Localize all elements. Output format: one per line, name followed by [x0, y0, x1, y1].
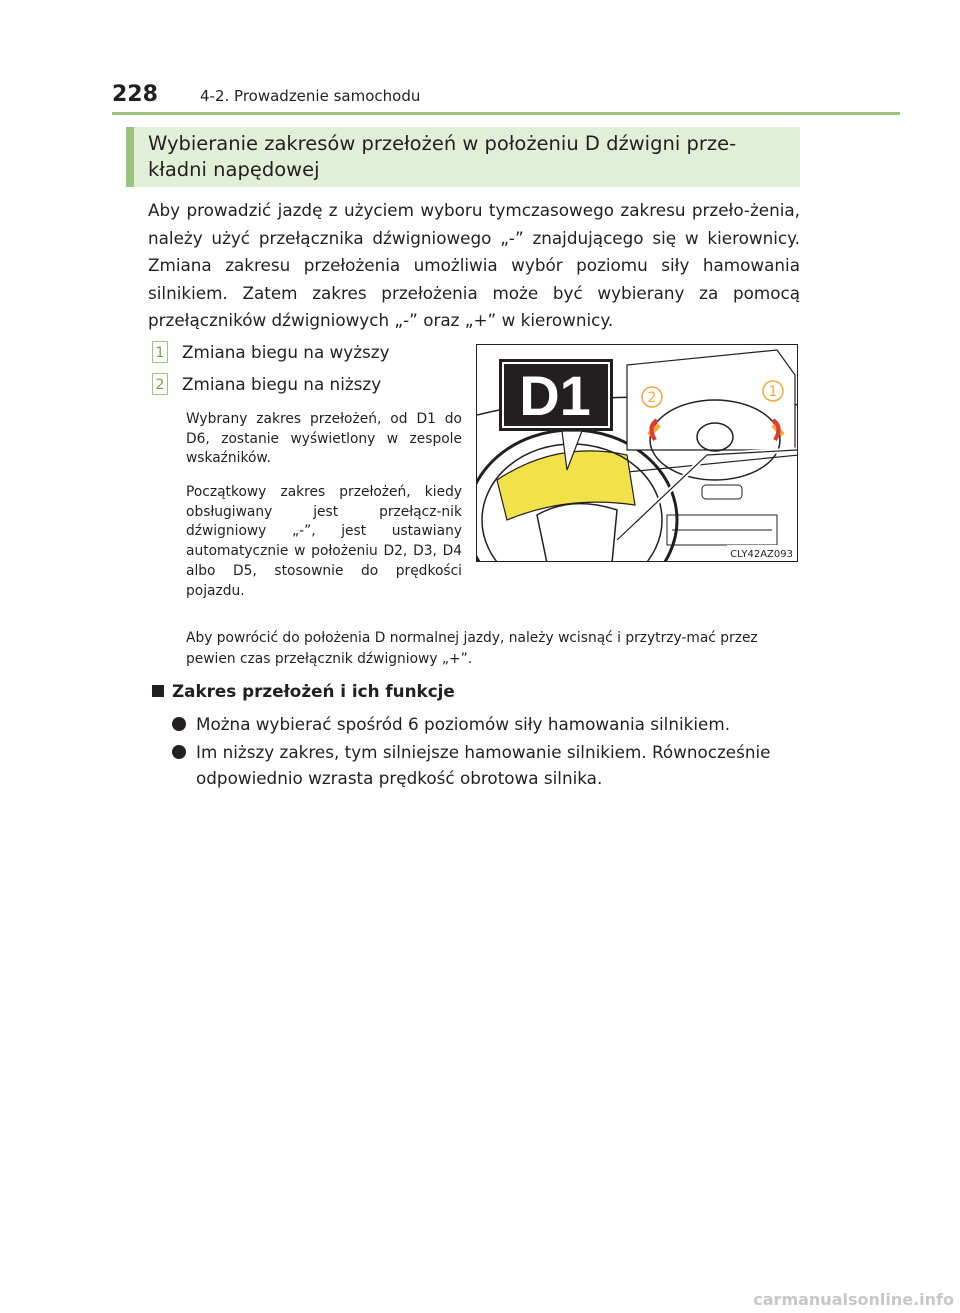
step-downshift: [152, 373, 381, 395]
functions-heading: [152, 681, 455, 701]
steering-wheel-illustration: [476, 344, 798, 562]
cockpit-drawing: [477, 345, 798, 562]
note-initial-range: Początkowy zakres przełożeń, kiedy obsługiwany jest przełącz-nik dźwigniowy „-”, jest ustawiany automatycznie w położeniu D2, D3, D4 albo D5, stosownie do prędkości pojazdu.: [186, 484, 462, 599]
topic-title-line-1: Wybieranie zakresów przełożeń w położeniu D dźwigni prze-: [148, 132, 737, 155]
topic-title-box: [126, 127, 800, 187]
page-number: 228: [112, 82, 158, 107]
list-item-text: Można wybierać spośród 6 poziomów siły hamowania silnikiem.: [196, 714, 731, 734]
step-label: Zmiana biegu na wyższy: [182, 342, 390, 362]
step-number-badge: 2: [152, 373, 168, 395]
watermark: carmanualsonline.info: [753, 1290, 954, 1309]
step-number-badge: 1: [152, 341, 168, 363]
square-bullet-icon: [152, 685, 164, 697]
list-item-text: Im niższy zakres, tym silniejsze hamowanie silnikiem. Równocześnie odpowiednio wzrasta prędkość obrotowa silnika.: [196, 742, 771, 788]
gear-display-text: D1: [519, 364, 591, 427]
figure-code: CLY42AZ093: [730, 549, 793, 560]
functions-heading-text: Zakres przełożeń i ich funkcje: [172, 681, 455, 701]
section-title: 4-2. Prowadzenie samochodu: [200, 87, 421, 105]
list-item: [172, 739, 800, 791]
return-note: Aby powrócić do położenia D normalnej jazdy, należy wcisnąć i przytrzy-mać przez pewien czas przełącznik dźwigniowy „+”.: [186, 630, 758, 667]
bullet-dot-icon: [172, 717, 186, 731]
step-upshift: [152, 341, 390, 363]
bullet-dot-icon: [172, 745, 186, 759]
topic-title-line-2: kładni napędowej: [148, 158, 320, 181]
callout-1-label: 1: [768, 384, 778, 400]
list-item: [172, 711, 800, 737]
callout-2-label: 2: [647, 390, 657, 406]
header-rule: [112, 112, 900, 115]
step-label: Zmiana biegu na niższy: [182, 374, 382, 394]
intro-paragraph: Aby prowadzić jazdę z użyciem wyboru tymczasowego zakresu przeło-żenia, należy użyć przełącznika dźwigniowego „-” znajdującego się w kierownicy. Zmiana zakresu przełożenia umożliwia wybór poziomu siły hamowania silnikiem. Zatem zakres przełożenia może być wybierany za pomocą przełączników dźwigniowych „-” oraz „+” w kierownicy.: [148, 200, 800, 330]
note-range-display: Wybrany zakres przełożeń, od D1 do D6, zostanie wyświetlony w zespole wskaźników.: [186, 411, 462, 467]
